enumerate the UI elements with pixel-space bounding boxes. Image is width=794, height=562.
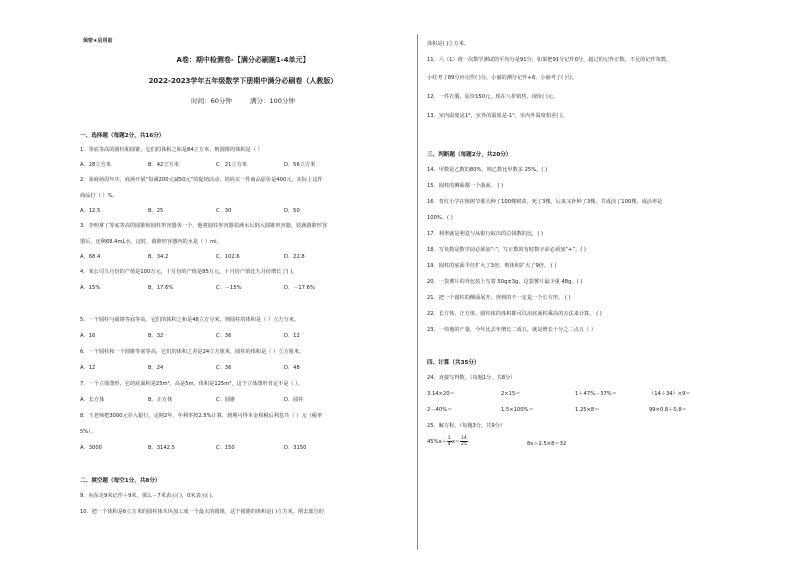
calc-25-title: 25．解方程。（每题3分，共9分） — [427, 423, 506, 429]
option-d[interactable]: D．56立方米 — [284, 162, 316, 168]
judge-23: 23．一块地的产量，今年比去年增长二成五，就是增长十分之二点五（ ） — [427, 327, 597, 333]
option-c[interactable]: C．102.6 — [216, 254, 240, 260]
option-a[interactable]: A．3000 — [80, 445, 102, 451]
question-5: 5．一个圆柱与圆锥等底等高，它们的体积之和是48立方分米，则圆柱的体积是（ ）立方分米。 — [80, 317, 300, 323]
question-12: 12．一件衣服，原价150元，现在八折销售，现价( )元。 — [427, 94, 559, 100]
question-2-line1: 2．某商场周年庆，商场开展“每满200元减50元”的促销活动，妈妈买一件商品原价是400元，实际上这件 — [80, 177, 323, 183]
judge-16-line2: 100%。( ) — [427, 215, 453, 221]
question-7-options — [80, 396, 352, 403]
calc-item: 1.25×8＝ — [575, 407, 600, 413]
question-11-line2: 小红考了89分应记作( )分，小丽的测分记作+8，小丽考了( )分。 — [427, 75, 578, 81]
question-3-options — [80, 253, 352, 260]
judge-21: 21．把一个圆柱的侧面展开，得到的不一定是一个长方形。 ( ) — [427, 295, 571, 301]
question-2-options — [80, 207, 352, 214]
judge-22: 22．长方体、正方体、圆柱体的体积都可以用底面积乘高的方法来计算。 ( ) — [427, 311, 602, 317]
calc-item: 3.14×20＝ — [427, 391, 455, 397]
option-c[interactable]: C．150 — [216, 445, 235, 451]
option-d[interactable]: D．圆柱 — [284, 397, 304, 403]
option-b[interactable]: B．正方体 — [148, 397, 173, 403]
question-8-line1: 8．王老师把3000元存入银行，定期2年，年利率按2.5%计算，到期可得本金和税后利息共（ ）元（税率 — [80, 413, 323, 419]
question-9: 9．向东走9米记作＋9米，那么－7米表示( )，0米表示( )。 — [80, 493, 217, 499]
option-a[interactable]: A．12.5 — [80, 208, 101, 214]
section-choice-title: 一、选择题（每题2分，共16分） — [80, 133, 165, 139]
question-6: 6．一个圆柱和一个圆锥等底等高，它们的体积之差是24立方厘米，圆柱的体积是（ ）立方厘米。 — [80, 349, 305, 355]
equation-2: 8x＋2.5×8＝32 — [527, 441, 567, 447]
exam-score: 满分：100分钟 — [249, 97, 295, 105]
calc-item: 1.5×100%＝ — [501, 407, 534, 413]
question-5-options — [80, 332, 352, 339]
question-11-line1: 11．六（1）班一次数学测试的平均分是91分，如果把91分记作0分，超过的记作正数，不足的记作负数。 — [427, 57, 672, 63]
option-a[interactable]: A．长方体 — [80, 397, 105, 403]
question-8-line2: 5%）。 — [80, 429, 97, 435]
exam-time: 时间：60分钟 — [191, 97, 232, 105]
option-d[interactable]: D．50 — [284, 208, 300, 214]
option-a[interactable]: A．28立方米 — [80, 162, 111, 168]
exam-meta — [80, 96, 406, 105]
option-c[interactable]: C．36 — [216, 333, 232, 339]
option-c[interactable]: C．30 — [216, 208, 232, 214]
option-a[interactable]: A．16 — [80, 333, 96, 339]
option-b[interactable]: B．24 — [148, 365, 164, 371]
fraction-denominator: 4 — [447, 442, 451, 447]
equation-1 — [427, 436, 468, 447]
fraction-result — [460, 436, 468, 447]
section-calc-title: 四、计算（共35分） — [427, 360, 480, 366]
option-c[interactable]: C．21立方米 — [216, 162, 247, 168]
judge-18: 18．写负数是数学前必须加“-”，写正数时有时数字前必须加“+”。( ) — [427, 247, 586, 253]
judge-19: 19．圆柱的底面半径扩大了3倍，则体积扩大了9倍。 ( ) — [427, 263, 557, 269]
option-b[interactable]: B．42立方米 — [148, 162, 179, 168]
calc-row-2 — [427, 406, 723, 413]
section-fill-title: 二、填空题（每空1分，共8分） — [80, 478, 161, 484]
calc-row-1 — [427, 390, 723, 397]
option-d[interactable]: D．3150 — [284, 445, 307, 451]
option-b[interactable]: B．3142.5 — [148, 445, 175, 451]
calc-item: （14＋34）×9＝ — [649, 391, 691, 397]
fraction-numerator: 1 — [447, 436, 451, 441]
exam-subtitle: 2022-2023学年五年级数学下册期中满分必刷卷（人教版） — [148, 77, 338, 85]
question-10-line1: 10．把一个体积是6立方米的圆柱体木块加工成一个最大的圆锥，这个圆锥的体积是( )立方米，削去部分的 — [80, 509, 324, 515]
calc-item: 2－40%＝ — [427, 407, 453, 413]
question-7: 7．一个立体图形，它的底面积是25m²，高是5m，体积是125m³，这个立体图形肯定不是（ ）。 — [80, 381, 304, 387]
judge-17: 17．利率就是利息与从银行取出的总钱数的比。( ) — [427, 231, 544, 237]
option-c[interactable]: C．－15% — [216, 285, 242, 291]
question-6-options — [80, 364, 352, 371]
question-4-options — [80, 284, 352, 291]
option-a[interactable]: A．68.4 — [80, 254, 101, 260]
option-b[interactable]: B．34.2 — [148, 254, 169, 260]
equation-1-left: 45%x＋ — [427, 439, 447, 445]
question-10-line2: 体积是( )立方米。 — [427, 41, 470, 47]
equation-1-mid: x＝ — [451, 439, 460, 445]
option-b[interactable]: B．25 — [148, 208, 164, 214]
option-b[interactable]: B．17.6% — [148, 285, 174, 291]
question-4: 4．某公司九月份的产值是100万元，十月份的产值是85万元，十月份产值比九月份增长了( )。 — [80, 269, 298, 275]
question-13: 13．室内温度是1°，室外的温度是-1°，室内外温度相差( )。 — [427, 113, 568, 119]
question-1: 1．等底等高的圆柱和圆锥，它们的体积之和是84立方米，则圆锥的体积是（ ） — [80, 147, 263, 153]
option-d[interactable]: D．22.8 — [284, 254, 305, 260]
question-3-line2: 器后，还剩68.4mL水，这时，圆锥形容器内的水是（ ）ml。 — [80, 239, 222, 245]
option-c[interactable]: C．圆锥 — [216, 397, 236, 403]
calc-item: 99×0.8＋0.8＝ — [649, 407, 687, 413]
calc-item: 1＋47%－37%＝ — [575, 391, 617, 397]
option-b[interactable]: B．32 — [148, 333, 164, 339]
fraction-denominator: 25 — [461, 442, 467, 447]
judge-14: 14．甲数是乙数的80%，则乙数比甲数多 25%。( ) — [427, 167, 548, 173]
option-a[interactable]: A．15% — [80, 285, 101, 291]
option-d[interactable]: D．－17.6% — [284, 285, 315, 291]
question-2-line2: 商品打（ ）%。 — [80, 193, 118, 199]
option-d[interactable]: D．48 — [284, 365, 300, 371]
exam-title: A卷：期中检测卷-【满分必刷题1-4单元】 — [176, 56, 310, 64]
judge-20: 20．一袋薯片的外包装上写着 50g±3g，这袋薯片最少重 48g。( ) — [427, 279, 583, 285]
secret-mark: 保密★启用前 — [83, 38, 113, 44]
option-c[interactable]: C．36 — [216, 365, 232, 371]
column-divider — [417, 34, 418, 550]
question-8-options — [80, 444, 352, 451]
judge-16-line1: 16．育红小学在植树节那天种了100棵树苗，死了3棵，后来又补种了3棵，共成活了100棵，成活率是 — [427, 199, 663, 205]
judge-15: 15．圆柱的侧面都一个曲面。 ( ) — [427, 183, 504, 189]
calc-24-title: 24．直接写得数。（每题1分，共8分） — [427, 375, 516, 381]
option-d[interactable]: D．12 — [284, 333, 300, 339]
calc-item: 2×15＝ — [501, 391, 521, 397]
question-3-line1: 3．李明拿了等底等高的圆锥和圆柱形容器各一个，他将圆柱形容器装满水后倒入圆锥形容器，装满圆锥形容 — [80, 223, 328, 229]
option-a[interactable]: A．12 — [80, 365, 96, 371]
question-1-options — [80, 161, 352, 168]
fraction-numerator: 14 — [461, 436, 467, 441]
section-judge-title: 三、判断题（每题2分，共20分） — [427, 152, 512, 158]
